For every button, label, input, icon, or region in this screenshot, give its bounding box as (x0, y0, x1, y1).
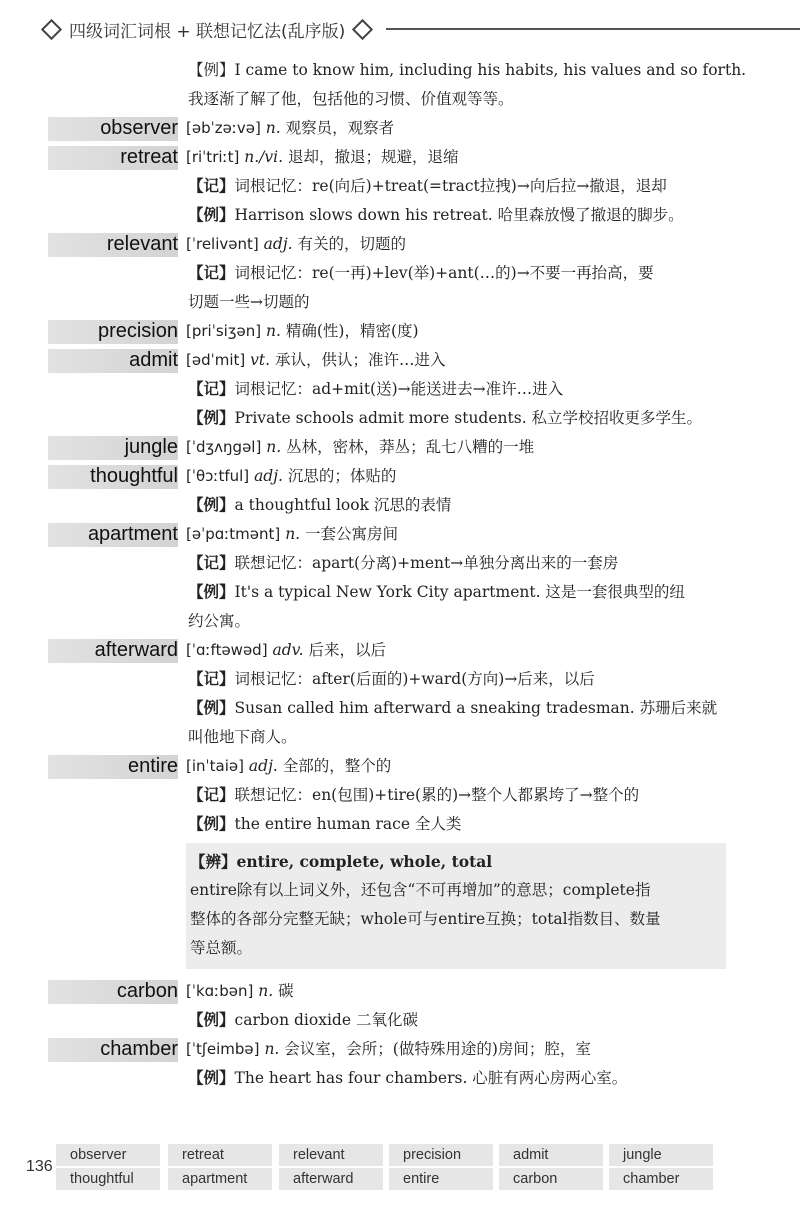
note-text: Harrison slows down his retreat. 哈里森放慢了撤退的脚步。 (234, 206, 684, 224)
discrimination-heading: 【辨】entire, complete, whole, total (190, 852, 493, 871)
part-of-speech: n. (261, 322, 286, 340)
note-tag: 【例】 (188, 699, 235, 717)
pronunciation: [ˈɑːftəwəd] (186, 641, 268, 659)
pronunciation: [ˈtʃeimbə] (186, 1040, 260, 1058)
entry-row (0, 462, 800, 491)
pronunciation: [ˈdʒʌŋgəl] (186, 438, 262, 456)
note-tag: 【例】 (188, 409, 235, 427)
note-tag: 【记】 (188, 380, 235, 398)
entry-note-line (0, 259, 800, 288)
part-of-speech: n. (259, 1040, 285, 1058)
definition: 碳 (278, 982, 294, 1000)
page-number: 136 (26, 1158, 53, 1175)
index-word: jungle (609, 1144, 713, 1166)
entry-note-line (0, 694, 800, 723)
index-word: entire (389, 1168, 493, 1190)
entry-note-line (0, 56, 800, 85)
note-tag: 【例】 (188, 496, 235, 514)
headword: chamber (100, 1038, 178, 1060)
index-word: precision (389, 1144, 493, 1166)
note-text: the entire human race 全人类 (234, 815, 462, 833)
part-of-speech: n. (261, 438, 287, 456)
index-word: thoughtful (56, 1168, 160, 1190)
part-of-speech: adv. (267, 641, 309, 659)
entry-note-line (0, 810, 800, 839)
discrimination-line: 等总额。 (190, 939, 253, 957)
header-title: 四级词汇词根 + 联想记忆法(乱序版) (69, 21, 346, 42)
index-word: observer (56, 1144, 160, 1166)
note-tag: 【例】 (188, 1011, 235, 1029)
entry-note-line (0, 607, 800, 636)
definition: 全部的，整个的 (282, 757, 392, 775)
headword: precision (97, 320, 178, 342)
note-text: 我逐渐了解了他，包括他的习惯、价值观等等。 (188, 90, 514, 108)
note-tag: 【例】 (188, 583, 235, 601)
note-tag: 【记】 (188, 786, 235, 804)
entry-note-line (0, 288, 800, 317)
note-text: a thoughtful look 沉思的表情 (234, 496, 452, 514)
entry-row (0, 143, 800, 172)
definition: 承认，供认；准许…进入 (275, 351, 446, 369)
note-text: 约公寓。 (188, 612, 251, 630)
entry-row (0, 752, 800, 781)
entry-note-line (0, 665, 800, 694)
note-text: 【例】I came to know him, including his habits, his values and so forth. (188, 61, 747, 79)
entry-row (0, 1035, 800, 1064)
headword: relevant (106, 233, 178, 255)
note-tag: 【记】 (188, 554, 235, 572)
entry-row (0, 114, 800, 143)
headword: admit (129, 349, 178, 371)
note-text: The heart has four chambers. 心脏有两心房两心室。 (234, 1069, 628, 1087)
entry-row (0, 230, 800, 259)
note-text: 联想记忆：apart(分离)+ment→单独分离出来的一套房 (234, 554, 619, 572)
part-of-speech: vt. (245, 351, 276, 369)
part-of-speech: n. (280, 525, 306, 543)
index-word: carbon (499, 1168, 603, 1190)
note-text: Susan called him afterward a sneaking tradesman. 苏珊后来就 (234, 699, 718, 717)
discrimination-box (186, 843, 726, 969)
entry-row (0, 636, 800, 665)
index-word: retreat (168, 1144, 272, 1166)
definition: 沉思的；体贴的 (287, 467, 397, 485)
note-tag: 【例】 (188, 206, 235, 224)
note-tag: 【例】 (188, 1069, 235, 1087)
headword: carbon (116, 980, 178, 1002)
entry-note-line (0, 578, 800, 607)
headword: thoughtful (90, 465, 178, 487)
definition: 退却，撤退；规避，退缩 (287, 148, 459, 166)
definition: 有关的，切题的 (297, 235, 406, 253)
index-word: afterward (279, 1168, 383, 1190)
diamond-icon (352, 18, 373, 39)
entries-block-1 (0, 56, 800, 839)
pronunciation: [ˈθɔːtful] (186, 467, 250, 485)
definition: 一套公寓房间 (305, 525, 399, 543)
headword: entire (127, 755, 178, 777)
entry-row (0, 317, 800, 346)
pronunciation: [riˈtriːt] (186, 148, 240, 166)
entry-row (0, 520, 800, 549)
headword: afterward (94, 639, 178, 661)
page-header (0, 10, 800, 48)
diamond-icon (41, 18, 62, 39)
entry-row (0, 433, 800, 462)
note-text: 切题一些→切题的 (188, 293, 310, 311)
note-tag: 【记】 (188, 670, 235, 688)
discrimination-line: entire除有以上词义外，还包含“不可再增加”的意思；complete指 (190, 881, 651, 899)
footer-word-index (0, 1138, 800, 1198)
headword: apartment (87, 523, 178, 545)
index-word: relevant (279, 1144, 383, 1166)
definition: 会议室，会所；(做特殊用途的)房间；腔，室 (284, 1040, 591, 1058)
pronunciation: [ˈkɑːbən] (186, 982, 254, 1000)
pronunciation: [ədˈmit] (186, 351, 246, 369)
part-of-speech: n./vi. (239, 148, 288, 166)
note-text: carbon dioxide 二氧化碳 (234, 1011, 418, 1029)
definition: 精确(性)，精密(度) (285, 322, 419, 340)
note-text: It's a typical New York City apartment. 这是一套很典型的纽 (234, 583, 685, 601)
entry-note-line (0, 491, 800, 520)
note-text: 词根记忆：re(向后)+treat(=tract拉拽)→向后拉→撤退，退却 (234, 177, 667, 195)
entry-note-line (0, 549, 800, 578)
note-tag: 【例】 (188, 815, 235, 833)
entry-note-line (0, 85, 800, 114)
part-of-speech: adj. (258, 235, 298, 253)
entry-row (0, 977, 800, 1006)
note-text: Private schools admit more students. 私立学校招收更多学生。 (234, 409, 703, 427)
note-text: 词根记忆：ad+mit(送)→能送进去→准许…进入 (234, 380, 564, 398)
entry-note-line (0, 375, 800, 404)
index-word: apartment (168, 1168, 272, 1190)
discrimination-line: 整体的各部分完整无缺；whole可与entire互换；total指数目、数量 (190, 910, 661, 928)
pronunciation: [inˈtaiə] (186, 757, 244, 775)
entry-note-line (0, 723, 800, 752)
pronunciation: [ˈrelivənt] (186, 235, 259, 253)
note-text: 叫他地下商人。 (188, 728, 297, 746)
definition: 丛林，密林，莽丛；乱七八糟的一堆 (286, 438, 535, 456)
entry-note-line (0, 201, 800, 230)
note-text: 词根记忆：re(一再)+lev(举)+ant(…的)→不要一再抬高，要 (234, 264, 654, 282)
headword: retreat (120, 146, 178, 168)
note-tag: 【记】 (188, 177, 235, 195)
headword: observer (100, 117, 178, 139)
entry-note-line (0, 781, 800, 810)
entry-note-line (0, 1064, 800, 1093)
note-text: 词根记忆：after(后面的)+ward(方向)→后来，以后 (234, 670, 595, 688)
entries-content (0, 56, 800, 1093)
part-of-speech: adj. (249, 467, 288, 485)
part-of-speech: adj. (243, 757, 283, 775)
definition: 后来，以后 (308, 641, 386, 659)
note-tag: 【记】 (188, 264, 235, 282)
entry-note-line (0, 404, 800, 433)
entry-note-line (0, 1006, 800, 1035)
part-of-speech: n. (260, 119, 286, 137)
entry-row (0, 346, 800, 375)
part-of-speech: n. (253, 982, 279, 1000)
pronunciation: [əˈpɑːtmənt] (186, 525, 281, 543)
definition: 观察员，观察者 (285, 119, 395, 137)
pronunciation: [priˈsiʒən] (186, 322, 262, 340)
pronunciation: [əbˈzəːvə] (186, 119, 261, 137)
entry-note-line (0, 172, 800, 201)
note-text: 联想记忆：en(包围)+tire(累的)→整个人都累垮了→整个的 (234, 786, 640, 804)
entries-block-2 (0, 977, 800, 1093)
index-word: admit (499, 1144, 603, 1166)
headword: jungle (124, 436, 178, 458)
index-word: chamber (609, 1168, 713, 1190)
header-rule (386, 28, 800, 30)
